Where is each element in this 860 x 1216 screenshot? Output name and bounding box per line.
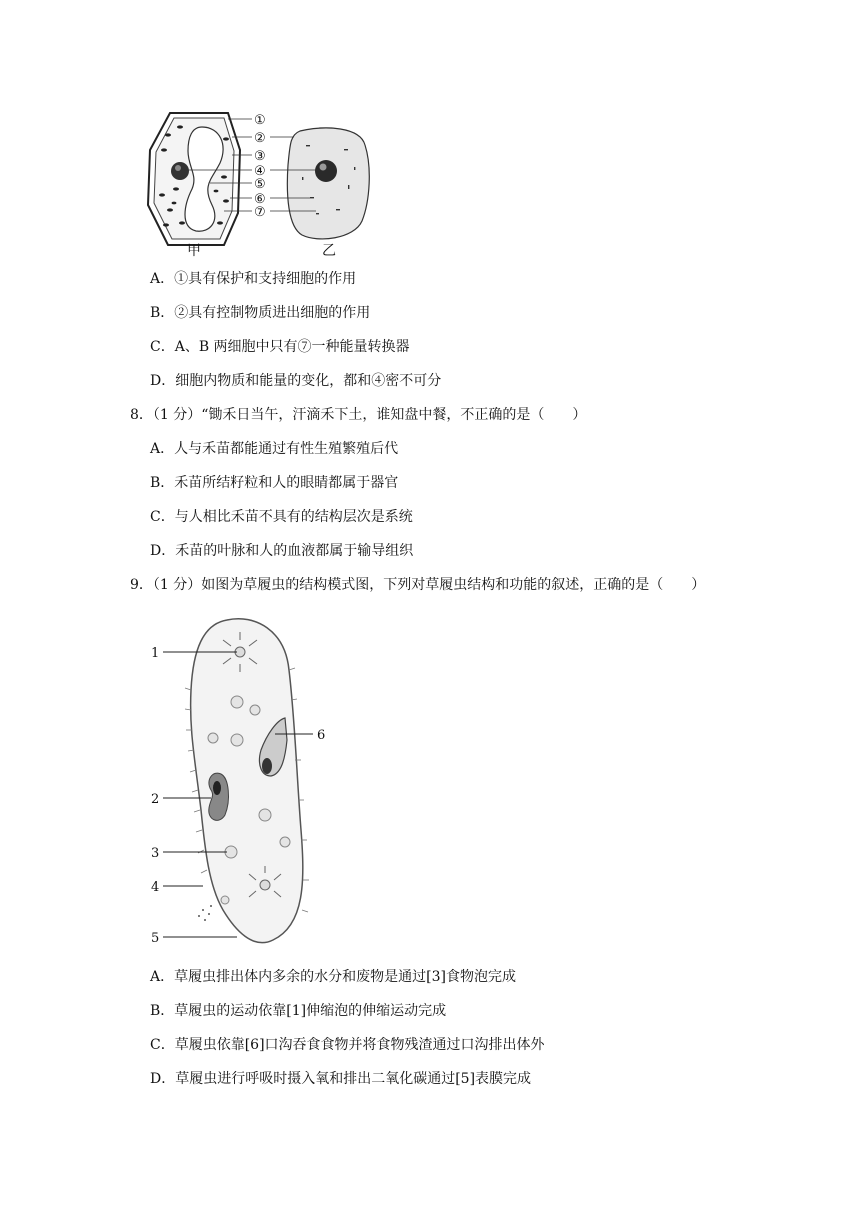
label-6: 6 — [317, 728, 326, 743]
q8-stem: 8．（1 分）“锄禾日当午，汗滴禾下土，谁知盘中餐，不正确的是（ ） — [130, 407, 587, 423]
marker-4: ④ — [254, 164, 266, 179]
marker-2: ② — [254, 131, 266, 146]
q8-option-d: D．禾苗的叶脉和人的血液都属于输导组织 — [150, 543, 414, 559]
q9-option-a: A．草履虫排出体内多余的水分和废物是通过[3]食物泡完成 — [150, 969, 516, 985]
marker-6: ⑥ — [254, 192, 266, 207]
q8-option-a: A．人与禾苗都能通过有性生殖繁殖后代 — [150, 441, 399, 457]
q9-stem: 9．（1 分）如图为草履虫的结构模式图，下列对草履虫结构和功能的叙述，正确的是（ ） — [130, 577, 706, 593]
q9-option-b: B．草履虫的运动依靠[1]伸缩泡的伸缩运动完成 — [150, 1003, 447, 1019]
q7-option-c: C．A、B 两细胞中只有⑦一种能量转换器 — [150, 339, 410, 355]
q7-option-b: B．②具有控制物质进出细胞的作用 — [150, 305, 371, 321]
q9-option-c: C．草履虫依靠[6]口沟吞食食物并将食物残渣通过口沟排出体外 — [150, 1037, 545, 1053]
q7-option-d: D．细胞内物质和能量的变化，都和④密不可分 — [150, 373, 442, 389]
animal-cell — [287, 128, 369, 239]
q9-option-d: D．草履虫进行呼吸时摄入氧和排出二氧化碳通过[5]表膜完成 — [150, 1071, 532, 1087]
q8-option-b: B．禾苗所结籽粒和人的眼睛都属于器官 — [150, 475, 399, 491]
cell-diagram — [140, 105, 380, 260]
nucleus-plant — [171, 162, 189, 180]
q8-option-c: C．与人相比禾苗不具有的结构层次是系统 — [150, 509, 413, 525]
label-5: 5 — [151, 931, 160, 946]
nucleus-animal — [315, 160, 337, 182]
caption-yi: 乙 — [322, 243, 336, 259]
label-2: 2 — [151, 792, 160, 807]
marker-3: ③ — [254, 149, 266, 164]
paramecium-body — [191, 619, 303, 943]
marker-7: ⑦ — [254, 205, 266, 220]
q7-option-a: A．①具有保护和支持细胞的作用 — [150, 271, 357, 287]
label-3: 3 — [151, 846, 160, 861]
paramecium-diagram — [145, 610, 345, 950]
caption-jia: 甲 — [187, 243, 201, 259]
label-4: 4 — [151, 880, 160, 895]
label-1: 1 — [151, 646, 160, 661]
marker-1: ① — [254, 113, 266, 128]
marker-5: ⑤ — [254, 177, 266, 192]
